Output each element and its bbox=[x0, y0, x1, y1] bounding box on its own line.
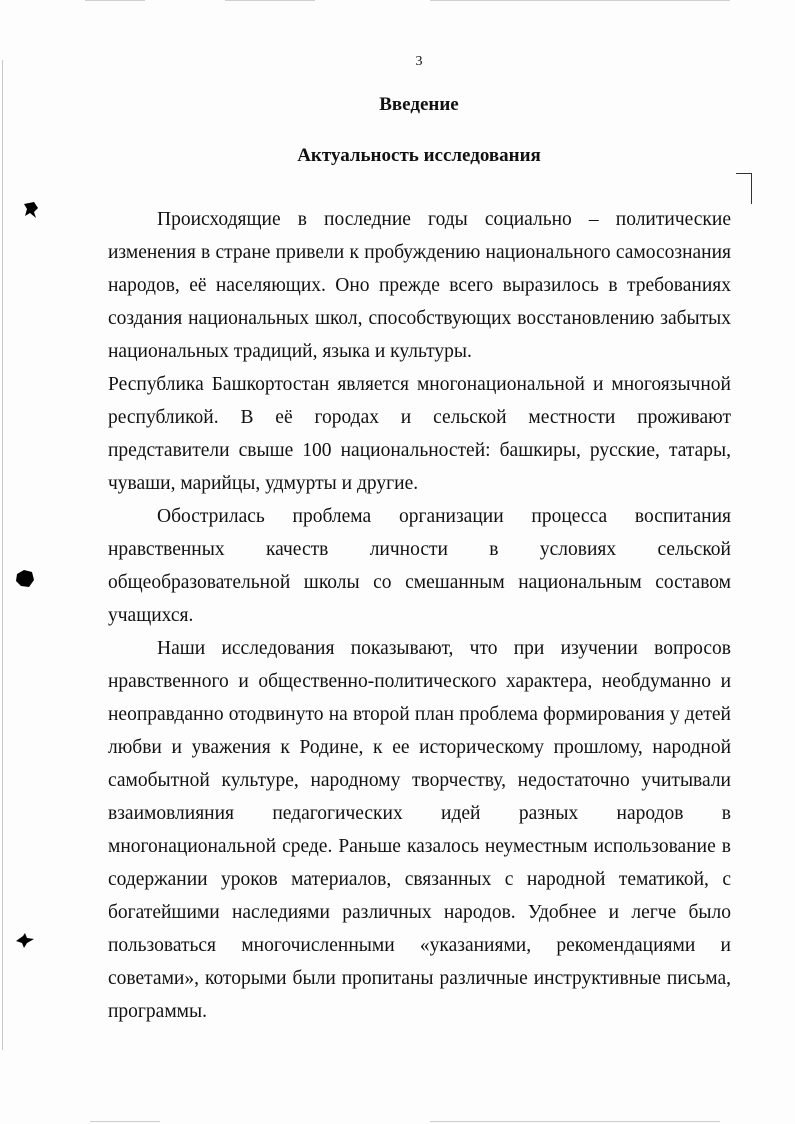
body-text bbox=[108, 203, 731, 1028]
scan-top-artifact bbox=[85, 0, 145, 1]
ink-blot-mark bbox=[22, 200, 40, 220]
scan-top-artifact bbox=[225, 0, 315, 1]
ink-blot-mark bbox=[14, 932, 36, 950]
ink-blot-mark bbox=[14, 568, 36, 590]
section-subtitle: Актуальность исследования bbox=[297, 145, 541, 166]
section-title: Введение bbox=[379, 94, 459, 115]
corner-bracket-mark bbox=[736, 173, 752, 204]
page-number: 3 bbox=[415, 54, 423, 69]
scan-top-artifact bbox=[430, 0, 730, 1]
scan-bottom-artifact bbox=[430, 1121, 720, 1122]
paragraph: Происходящие в последние годы социально – политические изменения в стране привели к пробуждению национального самосознания народов, её населяющих. Оно прежде всего выразилось в требованиях создания национальных школ, способствующих восстановлению забытых национальных традиций, языка и культуры. bbox=[108, 209, 731, 362]
paragraph: Обострилась проблема организации процесса воспитания нравственных качеств личности в условиях сельской общеобразовательной школы со смешанным национальным составом учащихся. bbox=[108, 506, 731, 626]
paragraph: Наши исследования показывают, что при изучении вопросов нравственного и общественно-политического характера, необдуманно и неоправданно отодвинуто на второй план проблема формирования у детей любви и уважения к Родине, к ее историческому прошлому, народной самобытной культуре, народному творчеству, недостаточно учитывали взаимовлияния педагогических идей разных народов в многонациональной среде. Раньше казалось неуместным использование в содержании уроков материалов, связанных с народной тематикой, с богатейшими наследиями различных народов. Удобнее и легче было пользоваться многочисленными «указаниями, рекомендациями и советами», которыми были пропитаны различные инструктивные письма, программы. bbox=[108, 638, 731, 1022]
scan-edge-artifact bbox=[2, 60, 3, 1050]
scan-bottom-artifact bbox=[90, 1121, 160, 1122]
paragraph: Республика Башкортостан является многонациональной и многоязычной республикой. В её городах и сельской местности проживают представители свыше 100 национальностей: башкиры, русские, татары, чуваши, марийцы, удмурты и другие. bbox=[108, 374, 731, 494]
